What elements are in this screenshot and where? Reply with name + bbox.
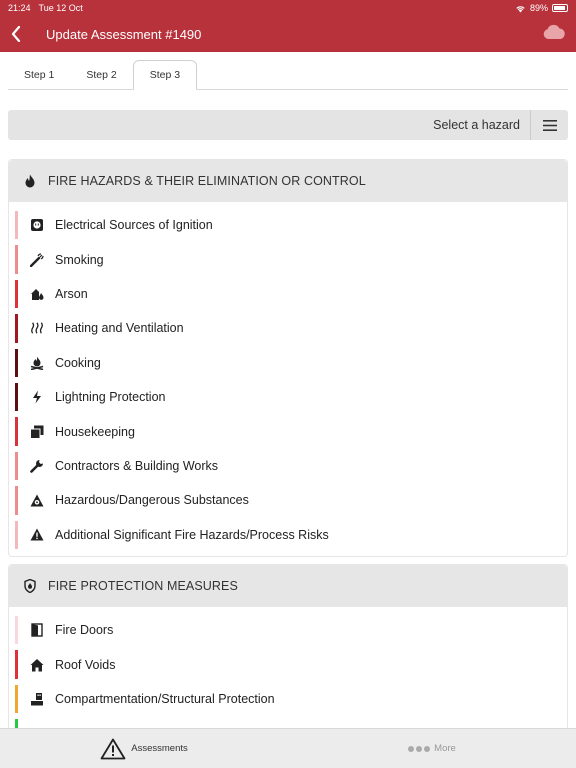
item-label: Housekeeping — [55, 424, 135, 439]
hazard-menu-button[interactable] — [530, 110, 568, 140]
tab-more[interactable] — [288, 729, 576, 768]
hazard-item-cooking[interactable] — [15, 346, 567, 380]
tab-assessments-label: Assessments — [131, 743, 188, 754]
tab-step-3[interactable]: Step 3 — [133, 60, 197, 90]
hazard-item-electrical[interactable] — [15, 208, 567, 242]
item-color-bar — [15, 349, 18, 377]
battery-percent: 89% — [529, 3, 548, 13]
protection-item-roof-voids[interactable] — [15, 647, 567, 681]
tab-step-1[interactable]: Step 1 — [24, 69, 55, 81]
bolt-icon — [30, 390, 44, 404]
shield-icon — [23, 579, 37, 593]
chevron-left-icon — [11, 26, 21, 42]
house-fire-icon — [30, 287, 44, 301]
hamburger-icon — [543, 120, 557, 131]
page-title: Update Assessment #1490 — [46, 26, 202, 42]
section-header — [9, 160, 567, 202]
item-label: Smoking — [55, 252, 104, 267]
item-label: Roof Voids — [55, 657, 116, 672]
item-color-bar — [15, 616, 18, 644]
back-button[interactable] — [2, 16, 30, 52]
hazard-item-additional[interactable] — [15, 518, 567, 552]
section-fire-hazards — [8, 159, 568, 557]
structure-icon — [30, 692, 44, 706]
item-label: Heating and Ventilation — [55, 321, 184, 336]
section-header — [9, 565, 567, 607]
wrench-icon — [30, 459, 44, 473]
status-bar — [0, 0, 576, 16]
home-icon — [30, 658, 44, 672]
step-tabs — [8, 60, 568, 90]
outlet-icon — [30, 218, 44, 232]
hazard-item-arson[interactable] — [15, 277, 567, 311]
item-color-bar — [15, 650, 18, 678]
cloud-icon[interactable] — [542, 24, 566, 45]
hazard-selector-label: Select a hazard — [433, 118, 520, 132]
item-color-bar — [15, 280, 18, 308]
door-icon — [30, 623, 44, 637]
protection-item-compartmentation[interactable] — [15, 682, 567, 716]
status-time: 21:24 — [8, 3, 31, 13]
bottom-tab-bar — [0, 728, 576, 768]
more-dots-icon — [408, 746, 430, 752]
status-date: Tue 12 Oct — [38, 3, 83, 13]
hazard-item-lightning[interactable] — [15, 380, 567, 414]
item-label: Hazardous/Dangerous Substances — [55, 493, 249, 508]
tab-step-2[interactable]: Step 2 — [86, 69, 117, 81]
hazard-triangle-icon — [30, 493, 44, 507]
item-color-bar — [15, 245, 18, 273]
item-label: Fire Doors — [55, 623, 114, 638]
item-color-bar — [15, 383, 18, 411]
campfire-icon — [30, 356, 44, 370]
warning-icon — [30, 528, 44, 542]
hazard-item-housekeeping[interactable] — [15, 414, 567, 448]
section-title: FIRE HAZARDS & THEIR ELIMINATION OR CONTROL — [48, 174, 366, 188]
item-label: Lightning Protection — [55, 390, 166, 405]
warning-triangle-icon — [100, 738, 126, 760]
tab-assessments[interactable] — [0, 729, 288, 768]
hazard-item-contractors[interactable] — [15, 449, 567, 483]
battery-icon — [552, 4, 568, 12]
nav-bar — [0, 16, 576, 52]
heat-waves-icon — [30, 321, 44, 335]
hazard-item-smoking[interactable] — [15, 242, 567, 276]
item-color-bar — [15, 314, 18, 342]
item-color-bar — [15, 521, 18, 549]
cigarette-icon — [30, 253, 44, 267]
hazard-selector[interactable] — [8, 110, 568, 140]
item-label: Contractors & Building Works — [55, 458, 219, 473]
item-color-bar — [15, 211, 18, 239]
copy-icon — [30, 425, 44, 439]
item-label: Compartmentation/Structural Protection — [55, 691, 275, 706]
item-color-bar — [15, 452, 18, 480]
protection-item-fire-doors[interactable] — [15, 613, 567, 647]
item-label: Electrical Sources of Ignition — [55, 218, 213, 233]
hazard-item-heating[interactable] — [15, 311, 567, 345]
item-label: Additional Significant Fire Hazards/Process Risks — [55, 527, 329, 542]
item-label: Cooking — [55, 355, 101, 370]
item-color-bar — [15, 486, 18, 514]
section-fire-protection — [8, 564, 568, 734]
wifi-icon — [515, 4, 526, 13]
section-title: FIRE PROTECTION MEASURES — [48, 579, 238, 593]
item-label: Arson — [55, 286, 88, 301]
item-color-bar — [15, 685, 18, 713]
flame-icon — [23, 174, 37, 188]
tab-more-label: More — [434, 743, 456, 754]
item-color-bar — [15, 417, 18, 445]
hazard-item-substances[interactable] — [15, 483, 567, 517]
